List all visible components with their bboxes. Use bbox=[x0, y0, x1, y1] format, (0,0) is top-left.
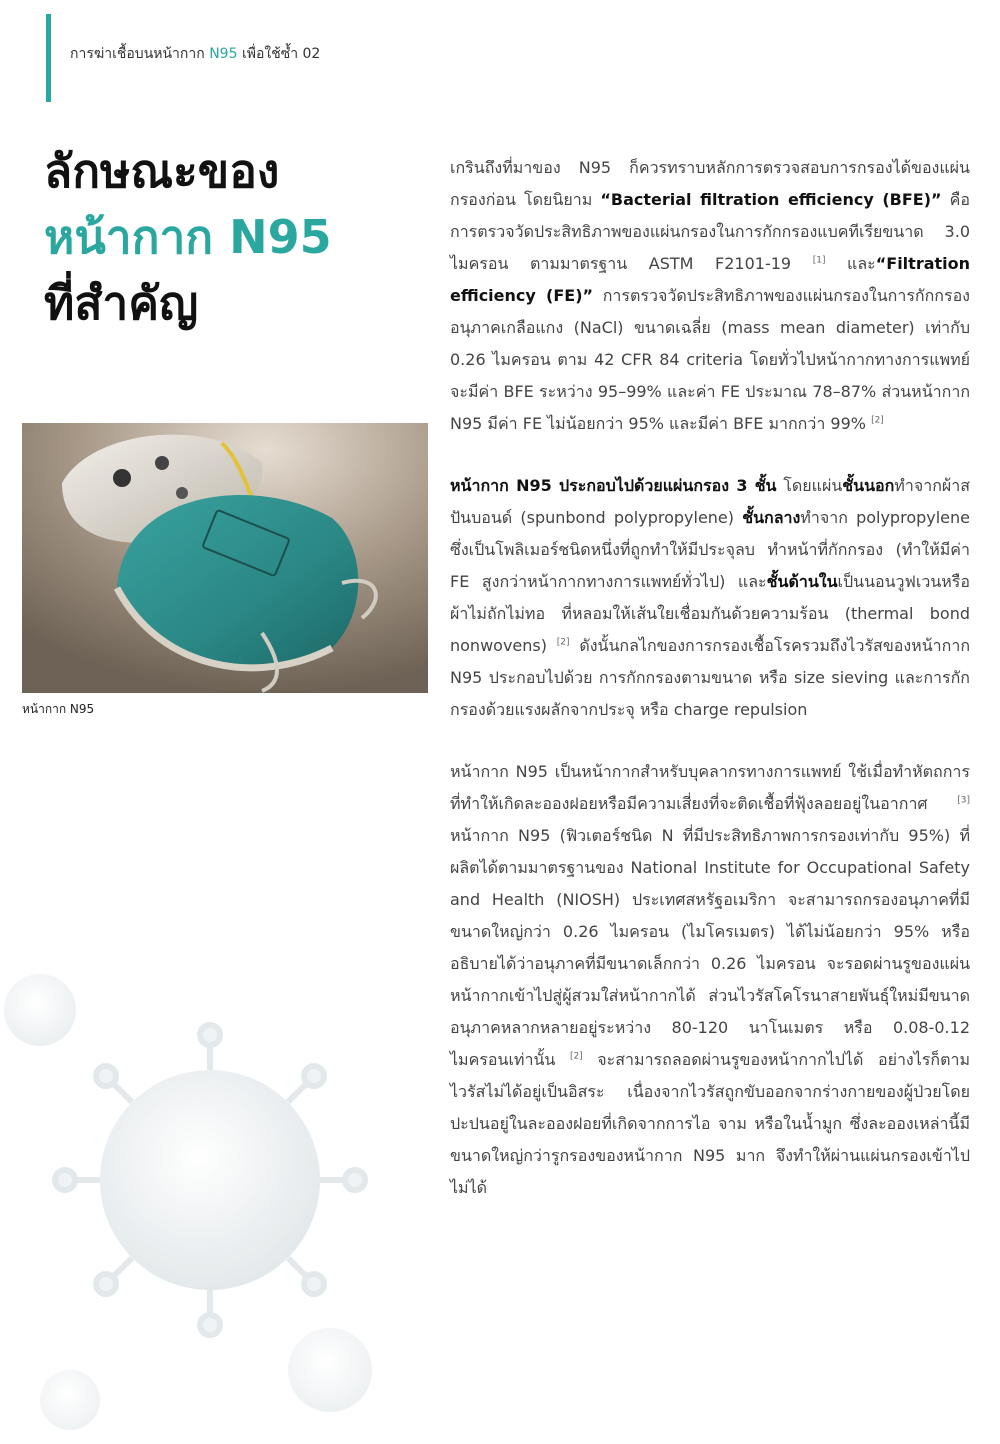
para1-term-bfe: “Bacterial filtration efficiency (BFE)” bbox=[600, 190, 942, 209]
para1-text-2: คือ การตรวจวัดประสิทธิภาพของแผ่นกรองในการกักกรองแบคทีเรียขนาด 3.0 ไมครอน ตามมาตรฐาน ASTM F2101-19 bbox=[450, 190, 970, 273]
header-accent-bar bbox=[46, 14, 51, 102]
virus-small-icon-2 bbox=[288, 1328, 372, 1412]
para1-text-4: การตรวจวัดประสิทธิภาพของแผ่นกรองในการกักกรองอนุภาคเกลือแกง (NaCl) ขนาดเฉลี่ย (mass mean diameter) เท่ากับ 0.26 ไมครอน ตาม 42 CFR 84 criteria โดยทั่วไปหน้ากากทางการแพทย์จะมีค่า BFE ระหว่าง 95–99% และค่า FE ประมาณ 78–87% ส่วนหน้ากาก N95 มีค่า FE ไม่น้อยกว่า 95% และมีค่า BFE มากกว่า 99% bbox=[450, 286, 970, 433]
para1-text-1: เกรินถึงที่มาของ N95 ก็ควรทราบหลักการตรวจสอบการกรองได้ของแผ่นกรองก่อน โดยนิยาม bbox=[450, 158, 970, 209]
running-header-prefix: การฆ่าเชื้อบนหน้ากาก bbox=[70, 46, 205, 62]
para3-text-1: หน้ากาก N95 เป็นหน้ากากสำหรับบุคลากรทางการแพทย์ ใช้เมื่อทำหัตถการที่ทำให้เกิดละอองฝอยหรือมีความเสี่ยงที่จะติดเชื้อที่ฟุ้งลอยอยู่ในอากาศ bbox=[450, 762, 970, 813]
body-text bbox=[450, 152, 970, 1204]
title-line-1: ลักษณะของ bbox=[44, 144, 280, 198]
citation-3: [3] bbox=[957, 795, 970, 806]
para1-term-fe: “Filtration efficiency (FE)” bbox=[450, 254, 971, 305]
citation-2: [2] bbox=[871, 415, 884, 426]
paragraph-bfe-fe bbox=[450, 152, 970, 440]
photo-caption: หน้ากาก N95 bbox=[22, 702, 95, 716]
para2-outer-layer: ชั้นนอก bbox=[842, 476, 895, 495]
title-line-3: ที่สำคัญ bbox=[44, 276, 199, 330]
virus-background-decoration bbox=[0, 900, 400, 1444]
n95-mask-photo bbox=[22, 423, 428, 693]
para2-middle-layer: ชั้นกลาง bbox=[742, 508, 801, 527]
para2-text-3: ทำจาก polypropylene ซึ่งเป็นโพลิเมอร์ชนิดหนึ่งที่ถูกทำให้มีประจุลบ ทำหน้าที่กักกรอง (ทำให้มีค่า FE สูงกว่าหน้ากากทางการแพทย์ทั่วไป) และ bbox=[450, 508, 970, 591]
citation-2b: [2] bbox=[556, 637, 570, 648]
virus-small-icon-3 bbox=[40, 1370, 100, 1430]
running-header bbox=[70, 43, 320, 65]
para2-text-4: เป็นนอนวูฟเวนหรือผ้าไม่ถักไม่ทอ ที่หลอมให้เส้นใยเชื่อมกันด้วยความร้อน (thermal bond nonwovens) bbox=[450, 572, 970, 655]
virus-large-icon bbox=[55, 1025, 365, 1335]
para3-text-3: จะสามารถลอดผ่านรูของหน้ากากไปได้ อย่างไรก็ตามไวรัสไม่ได้อยู่เป็นอิสระ เนื่องจากไวรัสถูกขับออกจากร่างกายของผู้ป่วยโดยปะปนอยู่ในละอองฝอยที่เกิดจากการไอ จาม หรือในน้ำมูก ซึ่งละอองเหล่านี้มี ขนาดใหญ่กว่ารูกรองของหน้ากาก N95 มาก จึงทำให้ผ่านแผ่นกรองเข้าไปไม่ได้ bbox=[450, 1050, 970, 1197]
para2-lead: หน้ากาก N95 ประกอบไปด้วยแผ่นกรอง 3 ชั้น bbox=[450, 476, 777, 495]
para2-text-5: ดังนั้นกลไกของการกรองเชื้อโรครวมถึงไวรัสของหน้ากาก N95 ประกอบไปด้วย การกักกรองตามขนาด หรือ size sieving และการกักกรองด้วยแรงผลักจากประจุ หรือ charge repulsion bbox=[450, 636, 970, 719]
n95-mask-illustration bbox=[22, 423, 428, 693]
virus-small-icon-1 bbox=[4, 974, 76, 1046]
para3-text-2: หน้ากาก N95 (ฟิวเตอร์ชนิด N ที่มีประสิทธิภาพการกรองเท่ากับ 95%) ที่ผลิตได้ตามมาตรฐานของ National Institute for Occupational Safety and Health (NIOSH) ประเทศสหรัฐอเมริกา จะสามารถกรองอนุภาคที่มีขนาดใหญ่กว่า 0.26 ไมครอน (ไมโครเมตร) ได้ไม่น้อยกว่า 95% หรืออธิบายได้ว่าอนุภาคที่มีขนาดเล็กกว่า 0.26 ไมครอน จะรอดผ่านรูของแผ่นหน้ากากเข้าไปสู่ผู้สวมใส่หน้ากากได้ ส่วนไวรัสโคโรนาสายพันธุ์ใหม่มีขนาดอนุภาคหลากหลายอยู่ระหว่าง 80-120 นาโนเมตร หรือ 0.08-0.12 ไมครอนเท่านั้น bbox=[450, 826, 970, 1069]
para2-text-1: โดยแผ่น bbox=[776, 476, 843, 495]
running-header-highlight: N95 bbox=[209, 46, 238, 62]
citation-2c: [2] bbox=[569, 1051, 583, 1062]
para1-text-3: และ bbox=[825, 254, 876, 273]
page-title bbox=[44, 138, 332, 336]
title-line-2: หน้ากาก N95 bbox=[44, 210, 332, 264]
para2-inner-layer: ชั้นด้านใน bbox=[766, 572, 838, 591]
para2-text-2: ทำจากผ้าสปันบอนด์ (spunbond polypropylene) bbox=[450, 476, 970, 527]
paragraph-layers bbox=[450, 470, 970, 726]
citation-1: [1] bbox=[812, 255, 826, 266]
paragraph-usage bbox=[450, 756, 970, 1204]
running-header-suffix: เพื่อใช้ซ้ำ 02 bbox=[241, 46, 321, 62]
